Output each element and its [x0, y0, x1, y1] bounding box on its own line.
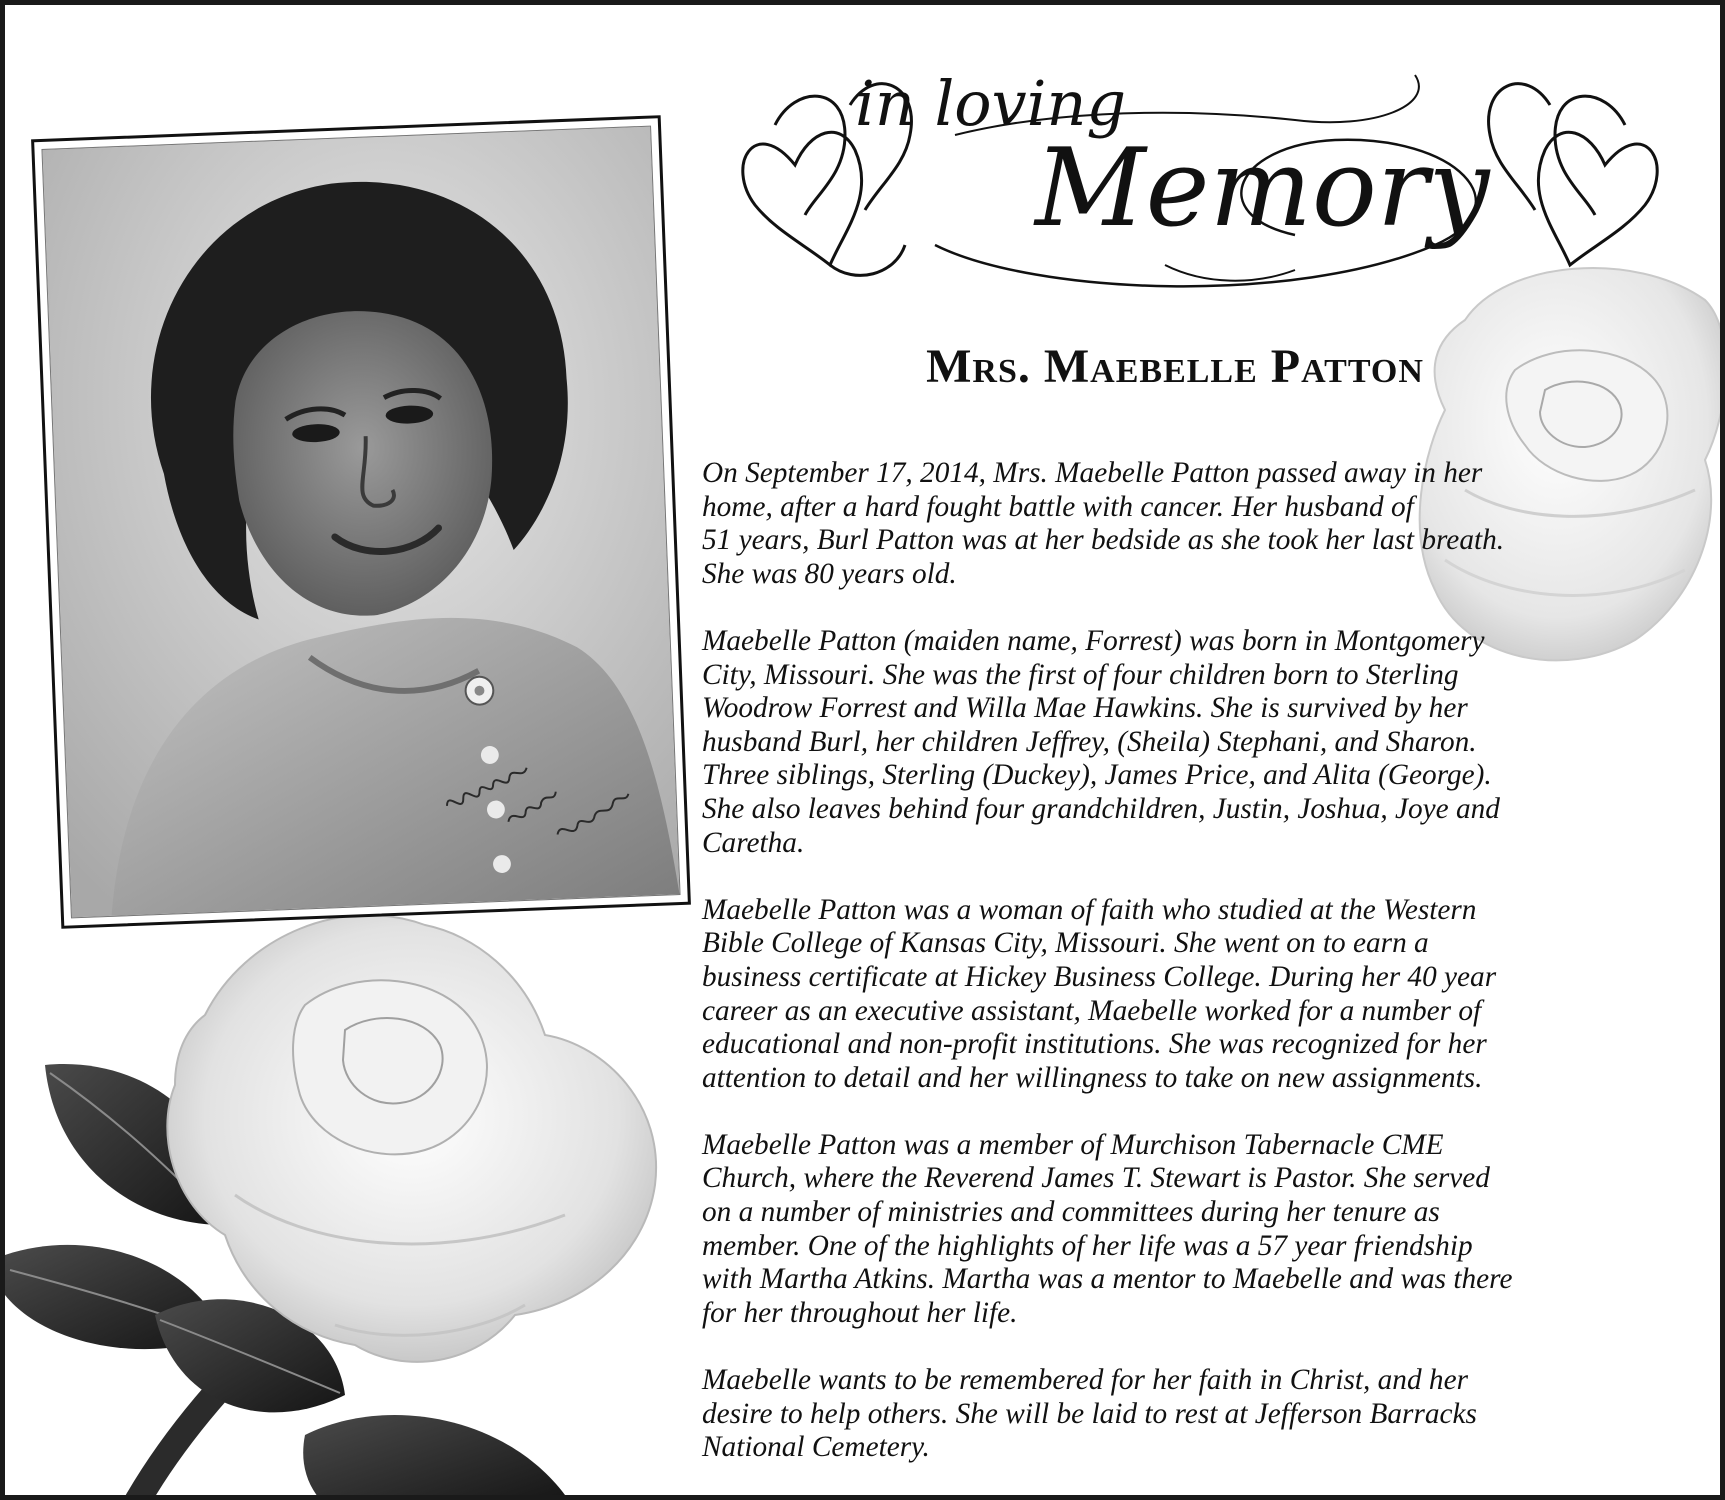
obituary-line: Maebelle Patton was a woman of faith who studied at the Western [702, 893, 1477, 926]
obituary-line: business certificate at Hickey Business College. During her 40 year [702, 960, 1497, 993]
obituary-paragraph [702, 1364, 1702, 1465]
rose-icon [5, 895, 725, 1500]
heart-flourish-icon [1489, 84, 1658, 265]
obituary-line: member. One of the highlights of her life was a 57 year friendship [702, 1229, 1473, 1262]
obituary-line: 51 years, Burl Patton was at her bedside as she took her last breath. [702, 524, 1505, 557]
in-loving-memory-heading [735, 45, 1665, 320]
obituary-body [702, 457, 1702, 1498]
obituary-line: City, Missouri. She was the first of four children born to Sterling [702, 658, 1459, 691]
obituary-line: educational and non-profit institutions. She was recognized for her [702, 1028, 1487, 1061]
portrait-photo [41, 126, 680, 919]
obituary-line: Maebelle Patton was a member of Murchison Tabernacle CME [702, 1128, 1444, 1161]
obituary-line: Bible College of Kansas City, Missouri. She went on to earn a [702, 927, 1429, 960]
obituary-paragraph [702, 625, 1702, 860]
obituary-line: home, after a hard fought battle with cancer. Her husband of [702, 490, 1414, 523]
obituary-line: on a number of ministries and committees during her tenure as [702, 1196, 1440, 1229]
obituary-line: career as an executive assistant, Maebelle worked for a number of [702, 994, 1482, 1027]
obituary-paragraph [702, 1129, 1702, 1331]
obituary-paragraph [702, 894, 1702, 1096]
obituary-line: attention to detail and her willingness to take on new assignments. [702, 1061, 1483, 1094]
obituary-line: Three siblings, Sterling (Duckey), James Price, and Alita (George). [702, 759, 1492, 792]
obituary-line: Woodrow Forrest and Willa Mae Hawkins. She is survived by her [702, 692, 1468, 725]
script-memory: Memory [1035, 126, 1490, 251]
rose-decoration-bottom-left [5, 895, 725, 1500]
obituary-line: Maebelle Patton (maiden name, Forrest) was born in Montgomery [702, 624, 1485, 657]
obituary-line: husband Burl, her children Jeffrey, (Sheila) Stephani, and Sharon. [702, 725, 1477, 758]
obituary-line: Maebelle wants to be remembered for her faith in Christ, and her [702, 1364, 1468, 1397]
obituary-line: On September 17, 2014, Mrs. Maebelle Patton passed away in her [702, 457, 1483, 489]
obituary-line: She was 80 years old. [702, 557, 957, 590]
obituary-line: with Martha Atkins. Martha was a mentor to Maebelle and was there [702, 1263, 1513, 1296]
obituary-line: for her throughout her life. [702, 1296, 1018, 1329]
deceased-name: Mrs. Maebelle Patton [926, 340, 1424, 393]
obituary-line: Caretha. [702, 826, 805, 859]
leaf-icon [303, 1415, 565, 1500]
obituary-line: She also leaves behind four grandchildren, Justin, Joshua, Joye and [702, 792, 1500, 825]
obituary-line: Church, where the Reverend James T. Stewart is Pastor. She served [702, 1162, 1490, 1195]
obituary-paragraph [702, 457, 1702, 591]
script-in-loving: in loving [855, 67, 1127, 140]
obituary-line: desire to help others. She will be laid to rest at Jefferson Barracks [702, 1397, 1477, 1430]
portrait-photo-frame [31, 115, 691, 929]
obituary-line: National Cemetery. [702, 1431, 930, 1464]
